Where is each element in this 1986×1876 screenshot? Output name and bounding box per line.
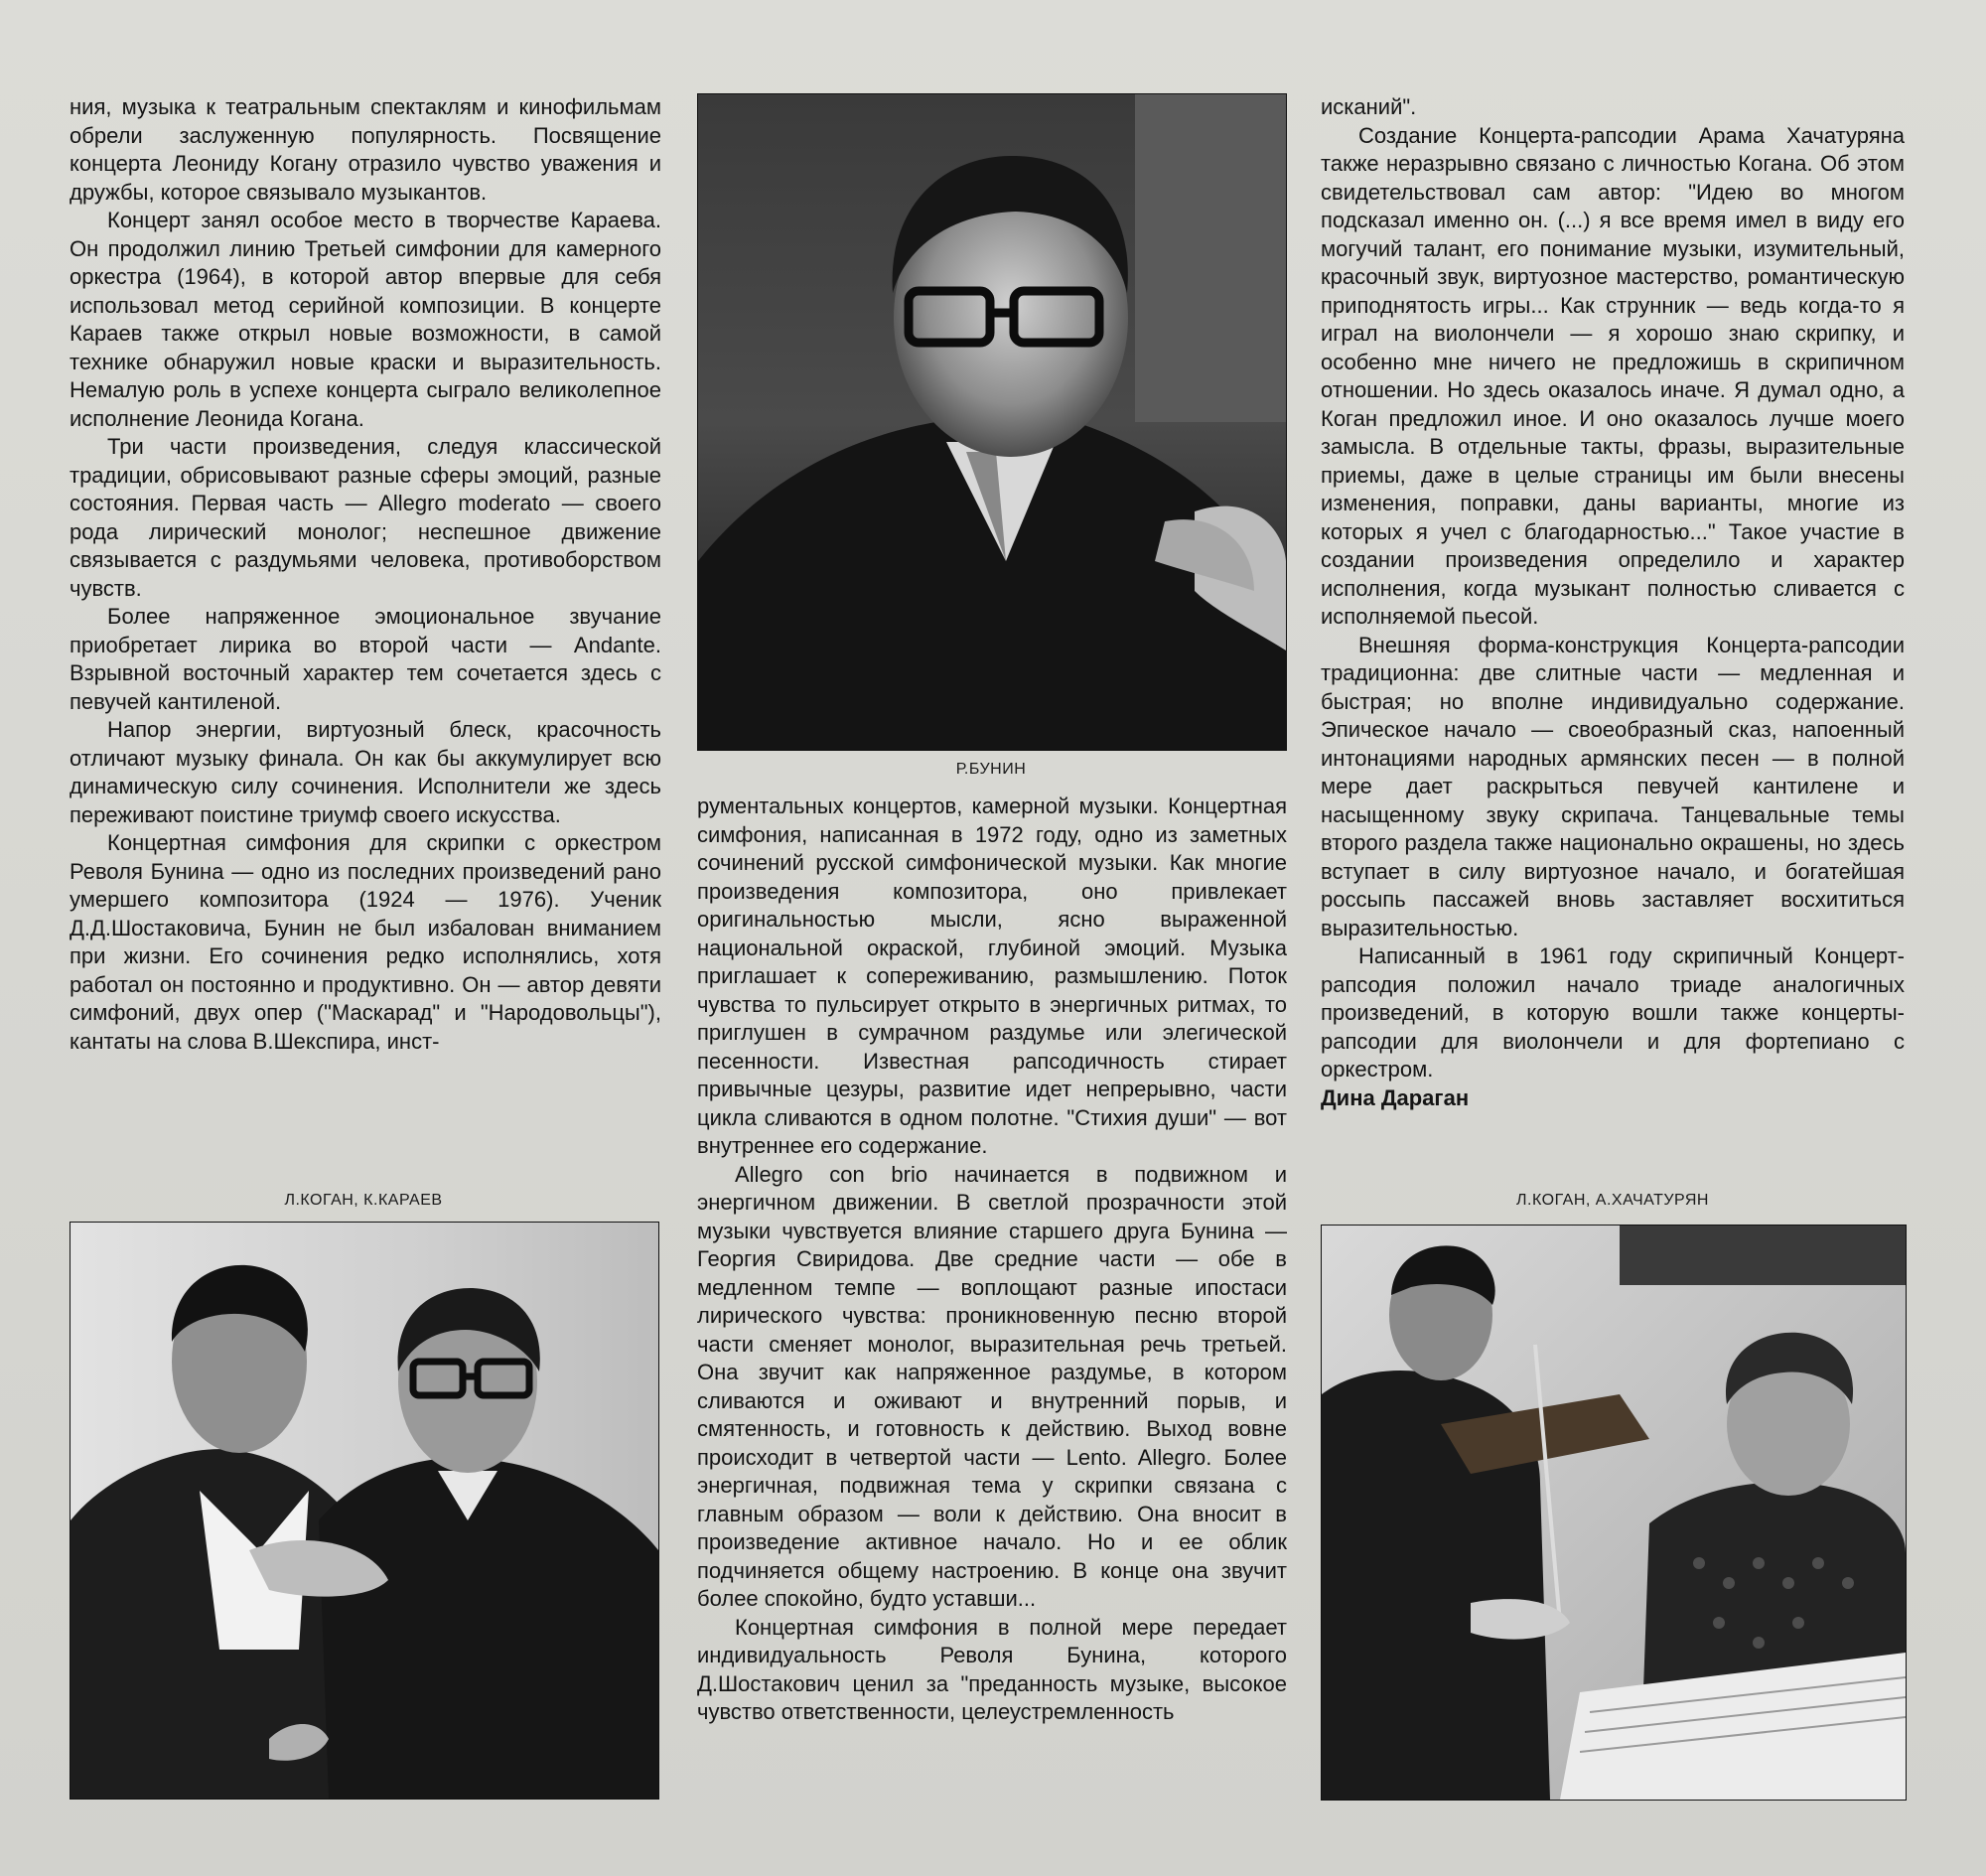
paragraph: Три части произведения, следуя классической традиции, обрисовывают разные сферы эмоций, разные состояния. Первая часть — Allegro moderato — своего рода лирический монолог; неспешное движение связывается с раздумьями человека, противоборством чувств. bbox=[70, 434, 661, 601]
paragraph: Концертная симфония в полной мере передает индивидуальность Револя Бунина, которого Д.Шостакович ценил за "преданность музыке, высокое чувство ответственности, целеустремленность bbox=[697, 1614, 1287, 1724]
paragraph: Напор энергии, виртуозный блеск, красочность отличают музыку финала. Он как бы аккумулирует всю динамическую силу сочинения. Исполнители же здесь переживают поистине триумф своего искусства. bbox=[70, 717, 661, 827]
bunin-portrait-image bbox=[698, 94, 1286, 750]
kogan-karaev-image bbox=[71, 1223, 658, 1799]
paragraph: исканий". bbox=[1321, 94, 1417, 119]
kogan-khachaturian-image bbox=[1322, 1226, 1906, 1800]
photo-bunin bbox=[697, 93, 1287, 751]
paragraph: Концертная симфония для скрипки с оркестром Револя Бунина — одно из последних произведений рано умершего композитора (1924 — 1976). Ученик Д.Д.Шостаковича, Бунин не был избалован вниманием при жизни. Его сочинения редко исполнялись, хотя работал он постоянно и продуктивно. Он — автор девяти симфоний, двух опер ("Маскарад" и "Народовольцы"), кантаты на слова В.Шекспира, инст- bbox=[70, 830, 661, 1054]
paragraph: Создание Концерта-рапсодии Арама Хачатуряна также неразрывно связано с личностью Когана. Об этом свидетельствовал сам автор: "Идею во многом подсказал именно он. (...) я все время имел в виду его могучий талант, его понимание музыки, изумительный, красочный звук, виртуозное мастерство, романтическую приподнятость игры... Как струнник — ведь когда-то я играл на виолончели — я хорошо знаю скрипку, и особенно мне ничего не предложишь в скрипичном отношении. Но здесь оказалось иначе. Я думал одно, а Коган предложил иное. И оно оказалось лучше моего замысла. В отдельные такты, фразы, выразительные приемы, даже в целые страницы им были внесены изменения, поправки, даны варианты, многие из которых я учел с благодарностью..." Такое участие в создании произведения определило и характер исполнения, когда музыкант полностью сливается с исполняемой пьесой. bbox=[1321, 122, 1905, 629]
author-signature: Дина Дараган bbox=[1321, 1084, 1470, 1110]
paragraph: Концерт занял особое место в творчестве Караева. Он продолжил линию Третьей симфонии для камерного оркестра (1964), в которой автор впервые для себя использовал метод серийной композиции. В концерте Караев также открыл новые возможности, в самой технике обнаружил новые краски и выразительность. Немалую роль в успехе концерта сыграло великолепное исполнение Леонида Когана. bbox=[70, 208, 661, 431]
paragraph: Написанный в 1961 году скрипичный Концерт-рапсодия положил начало триаде аналогичных произведений, в которую вошли также концерты-рапсодии для виолончели и для фортепиано с оркестром. bbox=[1321, 943, 1905, 1082]
photo-kogan-khachaturian bbox=[1321, 1225, 1907, 1801]
photo-kogan-karaev bbox=[70, 1222, 659, 1800]
paragraph: Внешняя форма-конструкция Концерта-рапсодии традиционна: две слитные части — медленная и быстрая; но вполне индивидуально содержание. Эпическое начало — своеобразный сказ, напоенный интонациями народных армянских песен — в полной мере дает раскрыться певучей кантилене и насыщенному звуку скрипача. Танцевальные темы второго раздела также национально окрашены, но здесь вступает в силу виртуозное начало, и богатейшая россыпь пассажей вновь заставляет восхититься выразительностью. bbox=[1321, 632, 1905, 940]
paragraph: Более напряженное эмоциональное звучание приобретает лирика во второй части — Andante. Взрывной восточный характер тем сочетается здесь с певучей кантиленой. bbox=[70, 604, 661, 714]
caption-kogan-khachaturian: Л.КОГАН, А.ХАЧАТУРЯН bbox=[1516, 1192, 1709, 1209]
caption-kogan-karaev: Л.КОГАН, К.КАРАЕВ bbox=[284, 1192, 443, 1209]
paragraph: ния, музыка к театральным спектаклям и кинофильмам обрели заслуженную популярность. Посвящение концерта Леониду Когану отразило чувство уважения и дружбы, которое связывало музыкантов. bbox=[70, 94, 661, 205]
paragraph: рументальных концертов, камерной музыки. Концертная симфония, написанная в 1972 году, одно из заметных сочинений русской симфонической музыки. Как многие произведения композитора, оно привлекает оригинальностью мысли, ясно выраженной национальной окраской, глубиной эмоций. Музыка приглашает к сопереживанию, размышлению. Поток чувства то пульсирует открыто в энергичных ритмах, то приглушен в сумрачном раздумье или элегической песенности. Известная рапсодичность стирает привычные цезуры, развитие идет непрерывно, части цикла сливаются в одном полотне. "Стихия души" — вот внутреннее его содержание. bbox=[697, 794, 1287, 1158]
right-text-column bbox=[1321, 93, 1905, 1112]
left-text-column bbox=[70, 93, 661, 1056]
paragraph: Allegro con brio начинается в подвижном и энергичном движении. В светлой прозрачности этой музыки чувствуется влияние старшего друга Бунина — Георгия Свиридова. Две средние части — обе в медленном темпе — воплощают разные ипостаси лирического чувства: проникновенную песню второй части сменяет монолог, выразительная речь третьей. Она звучит как напряженное раздумье, в котором сливаются и оживают и внутренний порыв, и смятенность, и готовность к действию. Выход вовне происходит в четвертой части — Lento. Allegro. Более энергичная, подвижная тема у скрипки связана с главным образом — воли к действию. Она вносит в произведение активное начало. Но и ее облик подчиняется общему настроению. В конце она звучит более спокойно, будто уставши... bbox=[697, 1161, 1287, 1611]
caption-bunin: Р.БУНИН bbox=[955, 761, 1027, 778]
middle-text-column bbox=[697, 793, 1287, 1727]
